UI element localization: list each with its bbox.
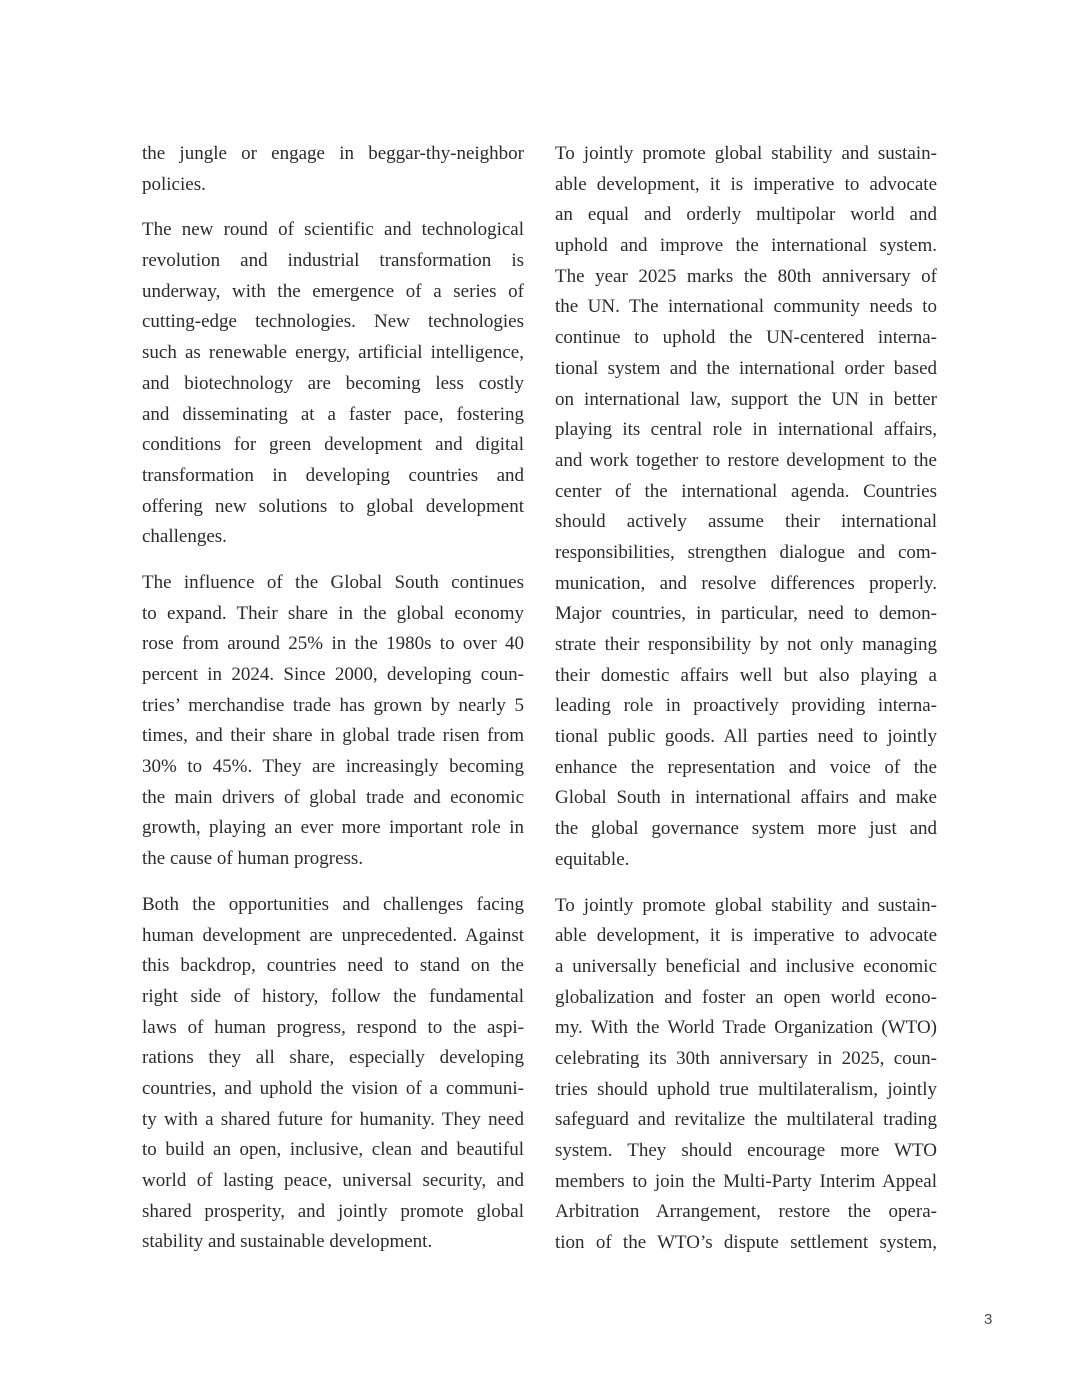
text-line: playing its central role in international affairs, [555, 419, 937, 441]
text-line: To jointly promote global stability and sustain- [555, 894, 937, 916]
text-line: my. With the World Trade Organization (WTO) [555, 1017, 937, 1039]
text-line: growth, playing an ever more important role in [142, 817, 524, 839]
text-line: such as renewable energy, artificial intelligence, [142, 342, 524, 364]
text-line: munication, and resolve differences properly. [555, 572, 937, 594]
text-line: laws of human progress, respond to the aspi- [142, 1016, 524, 1038]
right-column [555, 139, 937, 1274]
text-line: continue to uphold the UN-centered interna- [555, 327, 937, 349]
text-line: able development, it is imperative to advocate [555, 925, 937, 947]
text-line: the main drivers of global trade and economic [142, 786, 524, 808]
text-line: cutting-edge technologies. New technologies [142, 311, 524, 333]
text-line: a universally beneficial and inclusive economic [555, 955, 937, 977]
text-line: policies. [142, 173, 206, 195]
text-line: center of the international agenda. Countries [555, 480, 937, 502]
paragraph-technological-revolution [142, 215, 524, 553]
paragraph-jungle-continuation [142, 139, 524, 200]
text-line: conditions for green development and digital [142, 434, 524, 456]
text-line: strate their responsibility by not only managing [555, 634, 937, 655]
text-line: and work together to restore development to the [555, 449, 937, 471]
text-line: their domestic affairs well but also playing a [555, 664, 937, 686]
text-line: celebrating its 30th anniversary in 2025, coun- [555, 1047, 937, 1069]
text-line: 30% to 45%. They are increasingly becoming [142, 756, 524, 778]
text-line: able development, it is imperative to advocate [555, 173, 937, 195]
text-line: percent in 2024. Since 2000, developing coun- [142, 664, 524, 685]
text-line: and biotechnology are becoming less costly [142, 372, 524, 394]
text-line: an equal and orderly multipolar world and [555, 204, 937, 226]
text-line: enhance the representation and voice of the [555, 756, 937, 778]
text-line: transformation in developing countries and [142, 464, 524, 486]
text-line: and disseminating at a faster pace, fostering [142, 403, 524, 425]
text-line: underway, with the emergence of a series of [142, 280, 524, 302]
text-line: on international law, support the UN in better [555, 388, 937, 410]
text-line: leading role in proactively providing interna- [555, 695, 937, 717]
text-line: tional system and the international order based [555, 357, 937, 379]
text-line: tries’ merchandise trade has grown by nearly 5 [142, 694, 524, 716]
text-line: To jointly promote global stability and sustain- [555, 143, 937, 164]
text-line: world of lasting peace, universal security, and [142, 1170, 524, 1191]
text-line: The year 2025 marks the 80th anniversary of [555, 265, 937, 287]
text-line: offering new solutions to global development [142, 495, 524, 517]
text-line: uphold and improve the international system. [555, 235, 937, 257]
text-line: The influence of the Global South continues [142, 571, 524, 593]
text-line: members to join the Multi-Party Interim Appeal [555, 1170, 937, 1192]
text-line: should actively assume their international [555, 511, 937, 533]
text-line: the cause of human progress. [142, 848, 364, 870]
text-line: stability and sustainable development. [142, 1231, 433, 1253]
text-line: rose from around 25% in the 1980s to over 40 [142, 633, 524, 655]
text-line: The new round of scientific and technological [142, 219, 524, 241]
text-line: ty with a shared future for humanity. They need [142, 1108, 524, 1130]
text-line: times, and their share in global trade risen from [142, 725, 524, 747]
paragraph-economic-globalization [555, 891, 937, 1259]
text-line: to expand. Their share in the global economy [142, 602, 524, 624]
text-line: equitable. [555, 848, 630, 870]
text-line: the global governance system more just and [555, 818, 937, 840]
text-line: Arbitration Arrangement, restore the opera- [555, 1201, 937, 1223]
paragraph-opportunities-challenges [142, 890, 524, 1258]
paragraph-global-south-influence [142, 568, 524, 875]
text-line: the UN. The international community needs to [555, 296, 937, 318]
text-line: this backdrop, countries need to stand on the [142, 955, 524, 977]
text-line: right side of history, follow the fundamental [142, 985, 524, 1007]
text-line: tional public goods. All parties need to jointly [555, 726, 937, 748]
text-line: Global South in international affairs and make [555, 787, 937, 809]
text-line: globalization and foster an open world econo- [555, 986, 937, 1008]
text-line: tries should uphold true multilateralism, jointly [555, 1078, 937, 1100]
text-line: responsibilities, strengthen dialogue and com- [555, 541, 937, 563]
text-line: safeguard and revitalize the multilateral trading [555, 1109, 937, 1131]
text-line: Both the opportunities and challenges facing [142, 893, 524, 915]
text-line: shared prosperity, and jointly promote global [142, 1200, 524, 1222]
page-number: 3 [984, 1311, 993, 1328]
text-line: rations they all share, especially developing [142, 1047, 524, 1069]
left-column [142, 139, 524, 1273]
text-line: revolution and industrial transformation is [142, 250, 524, 272]
text-line: countries, and uphold the vision of a communi- [142, 1077, 524, 1099]
text-line: Major countries, in particular, need to demon- [555, 603, 937, 625]
text-line: to build an open, inclusive, clean and beautiful [142, 1139, 524, 1161]
text-line: tion of the WTO’s dispute settlement system, [555, 1232, 937, 1254]
text-line: the jungle or engage in beggar-thy-neighbor [142, 143, 524, 164]
text-line: challenges. [142, 526, 227, 548]
paragraph-multipolar-world [555, 139, 937, 876]
text-line: human development are unprecedented. Against [142, 924, 524, 946]
text-line: system. They should encourage more WTO [555, 1140, 937, 1161]
